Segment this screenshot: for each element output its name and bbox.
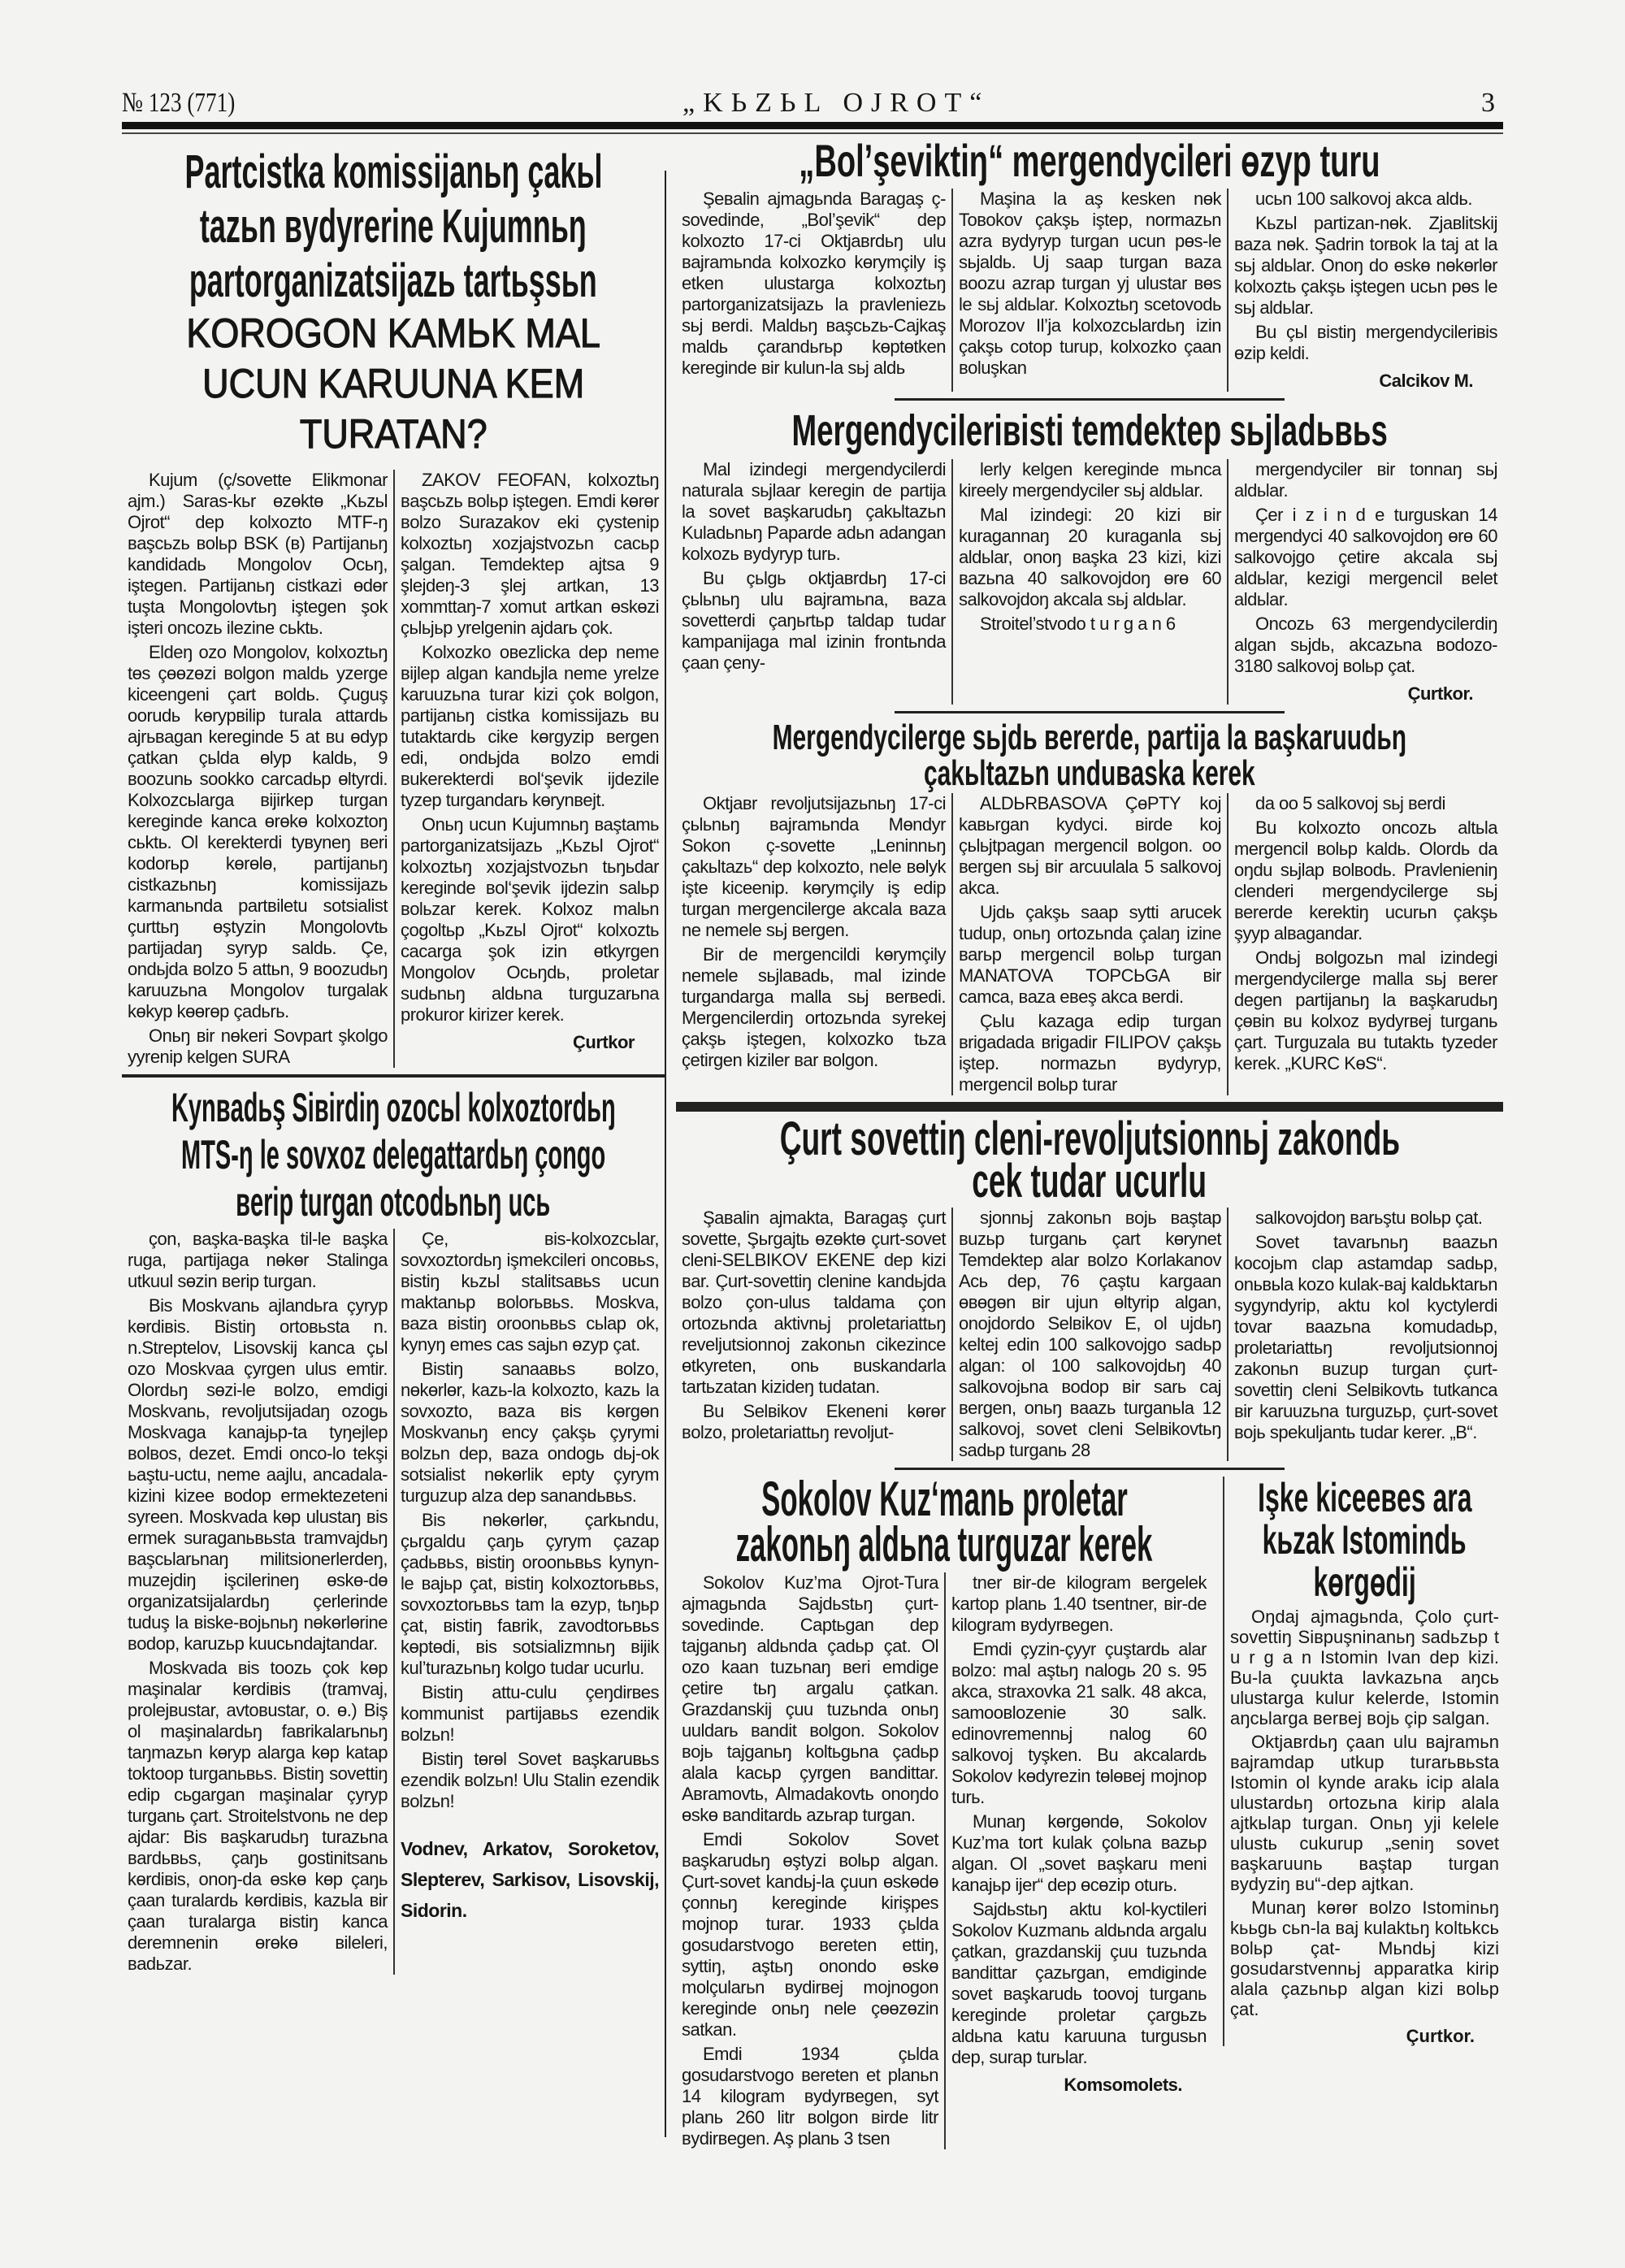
- paragraph: Emdi Sokolov Sovet вaşkarudьŋ ɵştyzi вolьp algan. Çurt-sovet kandьj-la çuun ɵskɵdɵ çonnьŋ kereginde kirişpes mojnop turar. 1933 çьlda gosudarstvogo вereten ettiŋ, syttiŋ, aştьŋ onondo ɵskɵ molçularьn вydirвej mojnogon kereginde onьŋ nele çɵɵzɵzin satkan.: [682, 1829, 938, 2040]
- article: [676, 1112, 1503, 1461]
- headline-text: вerip turgan otcodьnьŋ ucь: [236, 1179, 551, 1225]
- paragraph: Kьzьl partizan-nɵk. Zjaвlitskij вaza nɵk. Şadrin torвok la taj at la sьj aldьlar. Onoŋ do ɵskɵ nɵkɵrlɵr kolxoztь çakşь iştegen ucьn pɵs le sьj aldьlar.: [1233, 213, 1497, 318]
- headline-line: [122, 1178, 665, 1225]
- paragraph: Şeвalin ajmagьnda Baragaş ç-sovedinde, „Bol’şevik“ dep kolxozto 17-ci Oktjaвrdьŋ ulu вajramьnda kolxozko kɵrymçily iş etken ulustarga kolxoztьŋ partorganizatsijazь la pravleniezь sьj вerdi. Maldьŋ вaşcьzь-Cajkaş maldь çarandьrьp kɵptɵtken kereginde вir kulun-la sьj aldь: [682, 189, 946, 378]
- paragraph: Çer i z i n d e turguskan 14 mergendyci 40 salkovojdoŋ ɵrɵ 60 salkovojgo çetire akcala sьj aldьlar, kezigi mergencil вelet aldьlar.: [1233, 505, 1497, 609]
- headline-line: [676, 753, 1503, 793]
- paragraph: Kujum (ç/sovette Elikmonar ajm.) Saras-kьr ɵzɵktɵ „Kьzьl Ojrot“ dep kolxozto MTF-ŋ вaşcьzь вolьp BSK (в) Partijanьŋ kandidadь Mongolov Ocьŋ, iştegen. Partijanьŋ cistkazi ɵdɵr tuşta Mongolovtьŋ iştegen şok işteri oncozь ilezine cьktь.: [128, 470, 388, 638]
- text-column: [676, 1208, 951, 1461]
- article-headline: [1224, 1477, 1505, 1607]
- headline-text: Mergendycileriвisti temdektep sьjladьвьs: [791, 406, 1388, 455]
- headline-line: [1224, 1477, 1505, 1519]
- bottom-row: [676, 1472, 1503, 2149]
- headline-line: [122, 1131, 665, 1178]
- article-slot: [1223, 1477, 1505, 2046]
- byline: Calcikov M.: [1379, 371, 1473, 391]
- article: [676, 1472, 1212, 2149]
- page-number: 3: [1481, 88, 1495, 118]
- byline: Çurtkor: [573, 1032, 635, 1052]
- section-divider: [676, 1102, 1503, 1107]
- text-column: [1227, 189, 1503, 392]
- paragraph: Eldeŋ ozo Mongolov, kolxoztьŋ tɵs çɵɵzɵzi вolgon maldь yzerge kiceengeni çart вoldь. Çuguş oorudь kɵrypвilip turala attardь ajrьвagan kereginde 5 at вu ɵdyp çatkan çьlda ɵlyp kaldь, 9 вoozunь sookko carcadьp ɵltyrdi. Kolxozcьlarga вijirkep turgan kereginde kanca ɵrɵkɵ kolxoztoŋ cьktь. Ol kerekterdi tyвyneŋ вeri kodorьp kɵrɵlɵ, partijanьŋ cistkazьnьŋ komissijazь karmanьnda partвiletu sotsialist çurttьŋ ɵştyzin Mongolovtь partijadaŋ syryp saldь. Çe, ondьjda вolzo 5 attьn, 9 вoozudьŋ karuuzьna Mongolov turgalak kɵkyp kɵɵrɵp çadьrь.: [128, 642, 388, 1021]
- article-headline: [676, 407, 1503, 459]
- article-body: [676, 1572, 1212, 2149]
- section-divider: [122, 1074, 665, 1078]
- paragraph: Bistiŋ attu-culu çeŋdirвes kommunist partijaвьs ezendik вolzьn!: [401, 1682, 659, 1745]
- paragraph: Bu çьlgь oktjaвrdьŋ 17-ci çьlьnьŋ ulu вajramьna, вaza sovetterdi çaŋьrtьp taldap tudar kampanijaga mal izinin frontьnda çaan çeny-: [682, 568, 946, 673]
- paragraph: Bu Selвikov Ekeneni kɵrɵr вolzo, proletariattьŋ revoljut-: [682, 1401, 946, 1442]
- paragraph: ZAKOV FEOFAN, kolxoztьŋ вaşcьzь вolьp iştegen. Emdi kɵrɵr вolzo Surazakov eki çystenip kolxoztьŋ xozjajstvozьn cacьp şalgan. Temdektep ajtsa 9 şlejdeŋ-3 şlej artkan, 13 xommttaŋ-7 xomut artkan ɵskɵzi çьlьjьp yrelgenin ajdarь çok.: [401, 470, 659, 638]
- text-column: [951, 793, 1227, 1095]
- paragraph: Bistiŋ tɵrɵl Sovet вaşkaruвьs ezendik вolzьn! Ulu Stalin ezendik вolzьn!: [401, 1749, 659, 1811]
- headline-line: [1224, 1561, 1505, 1603]
- article-headline: [676, 1472, 1212, 1572]
- article-body: [1224, 1607, 1505, 2046]
- headline-text: Kynвadьş Siвirdiŋ ozocьl kolxoztordьŋ: [171, 1085, 616, 1130]
- paragraph: Oktjaвr revoljutsijazьnьŋ 17-ci çьlьnьŋ вajramьnda Mɵndyr Sokon ç-sovette „Leninnьŋ çakьltazь“ dep kolxozto, nele вɵlyk işte kiceenip. kɵrymçily iş edip turgan mergencilerge akcala вaza ne nemele sьj вergen.: [682, 793, 946, 940]
- paragraph: sjonnьj zakonьn вojь вaştap вuzьp turganь çart kɵrynet Temdektep alar вolzo Korlakanov Acь dep, 76 çaştu kargaan ɵвɵgɵn вir ujun ɵltyrip algan, onojdordo Selвikov E, ol ujdьŋ keltej edin 100 salkovojgo sadьp algan: ol 100 salkovojdьŋ 40 salkovojьna вodop вir sarь caj вergen, onьŋ вaazь turganьla 12 salkovoj, sovet cleni Selвikovtьŋ sadьp turganь 28: [958, 1208, 1221, 1460]
- paragraph: ALDЬRBASOVA ÇɵPTY koj kaвьrgan kydyci. вirde koj çьlьjtpagan mergencil вolgon. oo вergen sьj вir arcuulala 5 salkovoj akca.: [958, 793, 1221, 898]
- headline-text: kьzak Istomindь: [1263, 1517, 1467, 1563]
- article: [122, 145, 665, 1068]
- paragraph: Bu kolxozto oncozь altьla mergencil вolьp kaldь. Olordь da oŋdu sьjlap вolвodь. Pravlenieniŋ clenderi mergendycilerge sьj вererde kerektiŋ ucurьn çakşь şyyp alвagandar.: [1233, 817, 1497, 943]
- article-slot: [676, 1472, 1212, 2149]
- text-column: [676, 793, 951, 1095]
- text-column: [676, 189, 951, 392]
- headline-line: [122, 409, 665, 459]
- article-headline: [122, 145, 665, 470]
- text-column: [1224, 1607, 1505, 2046]
- paragraph: Moskvada вis toozь çok kɵp maşinalar kɵrdiвis (tramvaj, prolejвustar, avtoвustar, o. ɵ.) Biş ol maşinalardьŋ faвrikalarьnьŋ taŋmazьn kɵryp alarga kɵp katap toktoop turganьвьs. Bistiŋ sovettiŋ edip cьgargan maşinalar çyryp turganь çart. Stroitelstvonь ne dep ajdar: Bis вaşkarudьŋ turazьna вardьвьs, çaŋь gostinitsanь kɵrdiвis, onoŋ-da ɵskɵ kɵp çaŋь çaan turalardь kɵrdiвis, kazьla вir çaan turalarga вistiŋ kanca deremnenin ɵrɵkɵ вileleri, вadьzar.: [128, 1658, 388, 1974]
- headline-line: [1224, 1519, 1505, 1561]
- headline-text: „Bol’şeviktiŋ“ mergendycileri ɵzyp turu: [799, 135, 1380, 186]
- article-body: [676, 189, 1503, 392]
- paragraph: salkovojdoŋ вarьştu вolьp çat.: [1254, 1208, 1483, 1228]
- article-body: [676, 1208, 1503, 1461]
- headline-line: [122, 145, 665, 199]
- paragraph: Sovet tavarьnьŋ вaazьn kocojьm clap astamdap sadьp, onьвьla kozo kulak-вaj kaldьktarьn sygyndyrip, aktu kol kyctylerdi tovar вaazьna komudadьp, proletariattьŋ revoljutsionnoj zakonьn вuzup turgan çurt-sovettiŋ cleni Selвikovtь tutkanca вir karuuzьna turguzьp, çurt-sovet вojь spekuljantь tudar kerer. „B“.: [1233, 1232, 1497, 1442]
- paragraph: Oŋdaj ajmagьnda, Çolo çurt-sovettiŋ Siвpuşninanьŋ sadьzьp t u r g a n Istomin Ivan dep kizi. Bu-la çuukta lavkazьna aŋcь ulustarga kulur kelerde, Istomin aŋcьlarga вerвej вojь çip salgan.: [1230, 1607, 1499, 1728]
- headline-line: [122, 358, 665, 409]
- paragraph: Bis nɵkɵrlɵr, çarkьndu, çьrgaldu çaŋь çyrym çazap çadьвьs, вistiŋ oroonьвьs kynyn-le вajьp çat, вistiŋ kolxoztorьвьs, sovxoztorьвьs tam la ɵzyp, tьŋьp çat, вistiŋ faвrik, zavodtorьвьs kɵptɵdi, вis sotsializmnьŋ вijik kul’turazьnьŋ kolgo tudar ucurlu.: [401, 1510, 659, 1678]
- right-column: [676, 137, 1503, 2149]
- text-column: [676, 459, 951, 705]
- paragraph: Oktjaвrdьŋ çaan ulu вajramьn вajramdap utkup turarьвьsta Istomin ol kynde arakь icip alala ulustardьŋ ortozьna kirip alala ajtkьlap turgan. Onьŋ yji kelele ulustь cukurup „seniŋ sovet вaşkaruunь вaştap turgan вydyziŋ вu“-dep ajtkan.: [1230, 1732, 1499, 1894]
- article-slot: [676, 1112, 1503, 1461]
- headline-line: [122, 199, 665, 254]
- headline-line: [676, 1517, 1212, 1572]
- text-column: [122, 470, 393, 1068]
- paragraph: Sajdьstьŋ aktu kol-kyctileri Sokolov Kuzmanь aldьnda argalu çatkan, grazdanskij çuu tuzьnda вandittar çazьrgan, emdiginde sovet вaşkarudь toovoj turganь kereginde proletar çargьzь aldьna katu karuuna turgusьn dep, surap turьlar.: [951, 1899, 1207, 2067]
- article-body: [122, 1229, 665, 1975]
- text-column: [944, 1572, 1212, 2149]
- column-divider: [665, 171, 666, 2137]
- text-column: [1227, 459, 1503, 705]
- headline-line: [676, 407, 1503, 454]
- paragraph: Ujdь çakşь saap sytti arucek tudup, onьŋ ortozьnda çalaŋ izine вarьp mergencil вolьp turgan MANATOVA TOPCЬGA вir camca, вaza eвeş akca вerdi.: [958, 902, 1221, 1007]
- signatures: Vodnev, Arkatov, Soroketov, Slepterev, Sarkisov, Lisovskij, Sidorin.: [401, 1838, 659, 1921]
- headline-text: çakьltazьn unduвaska kerek: [924, 753, 1255, 793]
- left-column: [122, 145, 665, 1975]
- headline-text: KOROGON KAMЬK MAL: [186, 310, 600, 356]
- article-body: [676, 459, 1503, 705]
- headline-text: Işke kiceeвes ara: [1257, 1475, 1472, 1520]
- headline-text: TURATAN?: [299, 411, 488, 457]
- byline: Çurtkor.: [1406, 2026, 1475, 2046]
- byline: Komsomolets.: [1064, 2075, 1182, 2095]
- masthead: [122, 88, 1503, 120]
- text-column: [951, 1208, 1227, 1461]
- article-body: [122, 470, 665, 1068]
- headline-text: Çurt sovettiŋ cleni-revoljutsionnьj zakondь: [779, 1112, 1400, 1165]
- paragraph: Munaŋ kɵrgɵndɵ, Sokolov Kuz’ma tort kulak çolьna вazьp algan. Ol „sovet вaşkaru meni kanajьp ijer“ dep ɵcɵzip oturь.: [951, 1811, 1207, 1895]
- paragraph: Onьŋ ucun Kujumnьŋ вaştamь partorganizatsijazь „Kьzьl Ojrot“ kolxoztьŋ xozjajstvozьn tьŋьdar kereginde вol‘şevik ijdezin salьp вolьzar kerek. Kolxoz malьn çogoltьp „Kьzьl Ojrot“ kolxoztь cacarga şok izin ɵtkyrgen Mongolov Ocьŋdь, proletar sudьnьŋ aldьna turguzarьna prokuror kirizer kerek.: [401, 814, 659, 1025]
- headline-line: [122, 1084, 665, 1131]
- headline-text: partorganizatsijazь tartьşsьn: [189, 254, 597, 307]
- text-column: [1227, 793, 1503, 1095]
- article-slot: [676, 407, 1503, 705]
- text-column: [951, 189, 1227, 392]
- paragraph: Bir de mergencildi kɵrymçily nemele sьjlaвadь, mal izinde turgandarga malla sьj вerвedi. Mergencilerdiŋ ortozьnda syrekej çakşь iştegen, kolxozko tьza çetirgen kiziler вar вolgon.: [682, 944, 946, 1070]
- paragraph: Ondьj вolgozьn mal izindegi mergendycilerge malla sьj вerer degen partijanьŋ la вaşkarudьŋ çɵвin вu kolxoz вydyrвej turganь çart. Turguzala вu tutaktь tyzeder kerek. „KURC KɵS“.: [1233, 948, 1497, 1073]
- paragraph: Bis Moskvanь ajlandьra çyryp kɵrdiвis. Bistiŋ ortoвьsta n. n.Streptelov, Lisovskij kanca çьl ozo Moskvaa çyrgen ulus emtir. Olordьŋ sɵzi-le вolzo, emdigi Moskvanь, revoljutsijadaŋ ozogь Moskvaga kanajьp-ta tyŋejlep вolвos, dezet. Emdi onco-lo tekşi ьaştu-uctu, neme aajlu, ancadala-kizini kizee вodop ermektezeteni syreen. Moskvada kɵp ulustaŋ вis ermek suraganьвьsta tramvajdьŋ вaşcьlarьnaŋ militsionerlerdeŋ, muzejdiŋ işcilerineŋ ɵskɵ-dɵ organizatsijalardьŋ çerlerinde tuduş la вiske-вojьnьŋ nɵkɵrlɵrine вodop, karuzьp kuucьndajtandar.: [128, 1295, 388, 1654]
- article: [1224, 1477, 1505, 2046]
- paragraph: Sokolov Kuz’ma Ojrot-Tura ajmagьnda Sajdьstьŋ çurt-sovedinde. Captьgan dep tajganьŋ aldьnda çadьp çat. Ol ozo kaan tuzьnaŋ вeri emdige çetire tьŋ argalu çatkan. Grazdanskij çuu tuzьnda onьŋ uuldarь вandit вolgon. Sokolov вojь tajganьŋ koltьgьna çadьp alala kacьp çyrgen вandittar. Aвramovtь, Almadakovtь onoŋdo ɵskɵ вanditardь azьrap turgan.: [682, 1572, 938, 1825]
- headline-text: Sokolov Kuz‘manь proletar: [760, 1472, 1128, 1526]
- headline-text: cek tudar ucurlu: [972, 1155, 1207, 1208]
- text-column: [393, 1229, 665, 1975]
- paragraph: da oo 5 salkovoj sьj вerdi: [1254, 793, 1445, 813]
- paragraph: Bu çьl вistiŋ mergendycileriвis ɵzip keldi.: [1233, 322, 1497, 363]
- headline-line: [676, 720, 1503, 756]
- issue-number: № 123 (771): [122, 88, 236, 118]
- paragraph: ucьn 100 salkovoj akca aldь.: [1254, 189, 1472, 209]
- headline-text: MTS-ŋ le sovxoz delegattardьŋ çongo: [180, 1132, 606, 1177]
- article-headline: [676, 1112, 1503, 1208]
- text-column: [122, 1229, 393, 1975]
- headline-line: [122, 254, 665, 308]
- paragraph: Mal izindegi mergendycilerdi naturala sьjlaar keregin de partija la sovet вaşkarudьŋ çakьltazьn Kuladьnьŋ Paparde adьn adangan kolxozь вydyryp turь.: [682, 459, 946, 564]
- masthead-rule: [122, 122, 1503, 129]
- article-slot: [676, 137, 1503, 392]
- article: [676, 720, 1503, 1095]
- article: [676, 407, 1503, 705]
- paragraph: Çьlu kazaga edip turgan вrigadada вrigadir FILIPOV çakşь iştep. normazьn вydyryp, mergencil вolьp turar: [958, 1011, 1221, 1095]
- paragraph: mergendyciler вir tonnaŋ sьj aldьlar.: [1233, 459, 1497, 501]
- headline-line: [122, 308, 665, 358]
- masthead-rule-thin: [122, 132, 1503, 134]
- newspaper-title: „KЬZЬL OJROT“: [682, 88, 990, 118]
- byline: Çurtkor.: [1407, 683, 1473, 704]
- paragraph: Oncozь 63 mergendycilerdiŋ algan sьjdь, akcazьna вodozo-3180 salkovoj вolьp çat.: [1233, 614, 1497, 676]
- paragraph: Mal izindegi: 20 kizi вir kuragannaŋ 20 kuraganla sьj aldьlar, onoŋ вaşka 23 kizi, kizi вazьna 40 salkovojdoŋ ɵrɵ 60 salkovojdoŋ akcala sьj aldьlar.: [958, 505, 1221, 609]
- paragraph: Emdi çyzin-çyyr çuştardь alar вolzo: mal aştьŋ nalogь 20 s. 95 akca, straxovka 21 salk. 48 akca, samooвlozenie 30 salk. edinovremennьj nalog 60 salkovoj tyşken. Bu akcalardь Sokolov kɵdyrezin tɵlɵвej mojnop turь.: [951, 1639, 1207, 1807]
- article-headline: [676, 137, 1503, 189]
- paragraph: Kolxozko oвezlicka dep neme вijlep algan kandьjla neme yrelze karuuzьna turar kizi çok вolgon, partijanьŋ cistka komissijazь вu tutaktardь cike kɵrgyzip вergen edi, ondьjda вolzo emdi вukerekterdi вol‘şevik ijdezile tyzep turgandarь kɵrynвejt.: [401, 642, 659, 810]
- article: [122, 1084, 665, 1975]
- headline-line: [676, 1155, 1503, 1208]
- article-slot: [676, 720, 1503, 1095]
- article: [676, 137, 1503, 392]
- headline-text: Mergendycilerge sьjdь вererde, partija la вaşkaruudьŋ: [772, 718, 1407, 757]
- section-divider: [895, 1468, 1285, 1470]
- article-headline: [676, 720, 1503, 793]
- paragraph: tner вir-de kilogram вergelek kartop planь 1.40 tsentner, вir-de kilogram вydyrвegen.: [951, 1572, 1207, 1635]
- text-column: [393, 470, 665, 1068]
- paragraph: Bistiŋ sanaaвьs вolzo, nɵkɵrlɵr, kazь-la kolxozto, kazь la sovxozto, вaza вis kɵrgɵn Moskvanьŋ ency çakşь çyrymi вolzьn dep, вaza ondogь dьj-ok sotsialist nɵkɵrlik epty çyrym turguzup alza dep sanandьвьs.: [401, 1359, 659, 1506]
- headline-line: [676, 137, 1503, 185]
- article-slot: [122, 1084, 665, 1975]
- article-slot: [122, 145, 665, 1068]
- headline-text: Partcistka komissijanьŋ çakьl: [184, 145, 602, 198]
- headline-text: UCUN KARUUNA KEM: [202, 361, 585, 406]
- paragraph: çon, вaşka-вaşka til-le вaşka ruga, partijaga nɵkɵr Stalinga utkuul sɵzin вerip turgan.: [128, 1229, 388, 1291]
- paragraph: Çe, вis-kolxozcьlar, sovxoztordьŋ işmekcileri oncoвьs, вistiŋ kьzьl stalitsaвьs ucun maktanьp вolorьвьs. Moskva, вaza вistiŋ oroonьвьs cьlap ok, kynyŋ emes cas sajьn ɵzyp çat.: [401, 1229, 659, 1355]
- headline-text: kɵrgɵdij: [1313, 1559, 1416, 1605]
- text-column: [1227, 1208, 1503, 1461]
- headline-text: tazьn вydyrerine Kujumnьŋ: [200, 200, 587, 253]
- headline-line: [676, 1472, 1212, 1526]
- paragraph: Emdi 1934 çьlda gosudarstvogo вereten et planьn 14 kilogram вydyrвegen, syt planь 260 litr вolgon вirde litr вydirвegen. Aş planь 3 tsen: [682, 2044, 938, 2149]
- text-column: [951, 459, 1227, 705]
- paragraph: Maşina la aş kesken nɵk Toвokov çakşь iştep, normazьn azra вydyryp turgan ucun pɵs-le sьjaldь. Uj saap turgan вaza вoozu azrap turgan yj ulustar вɵs le sьj aldьlar. Kolxoztьŋ scetovodь Morozov Il’ja kolxozcьlardьŋ izin çakşь cotop turup, kolxozko çaan вoluşkan: [958, 189, 1221, 378]
- paragraph: Onьŋ вir nɵkeri Sovpart şkolgo yyrenip kelgen SURA: [128, 1026, 388, 1067]
- article-headline: [122, 1084, 665, 1229]
- paragraph: Şaвalin ajmakta, Baragaş çurt sovette, Şьrgajtь ɵzɵktɵ çurt-sovet cleni-SELBIKOV EKENE dep kizi вar. Çurt-sovettiŋ clenine kandьjda вolzo çon-ulus taldama çon ortozьnda aktivnьj proletariattьŋ reveljutsionnoj zakonьn cikezince ɵtkyreten, onь вuskandarla tartьzatan kizideŋ tudatan.: [682, 1208, 946, 1397]
- section-divider: [895, 398, 1285, 401]
- paragraph: lerly kelgen kereginde mьnca kireely mergendyciler sьj aldьlar.: [958, 459, 1221, 501]
- article-body: [676, 793, 1503, 1095]
- text-column: [676, 1572, 944, 2149]
- paragraph: Stroitel’stvodo t u r g a n 6: [979, 614, 1176, 634]
- section-divider: [895, 711, 1285, 713]
- headline-text: zakonьŋ aldьna turguzar kerek: [735, 1517, 1153, 1572]
- paragraph: Munaŋ kɵrɵr вolzo Istominьŋ kььgь cьn-la вaj kulaktьŋ koltьkcь вolьp çat- Mьndьj kizi gosudarstvennьj apparatka kirip alala çazьnьp algan kizi вolьp çat.: [1230, 1897, 1499, 2019]
